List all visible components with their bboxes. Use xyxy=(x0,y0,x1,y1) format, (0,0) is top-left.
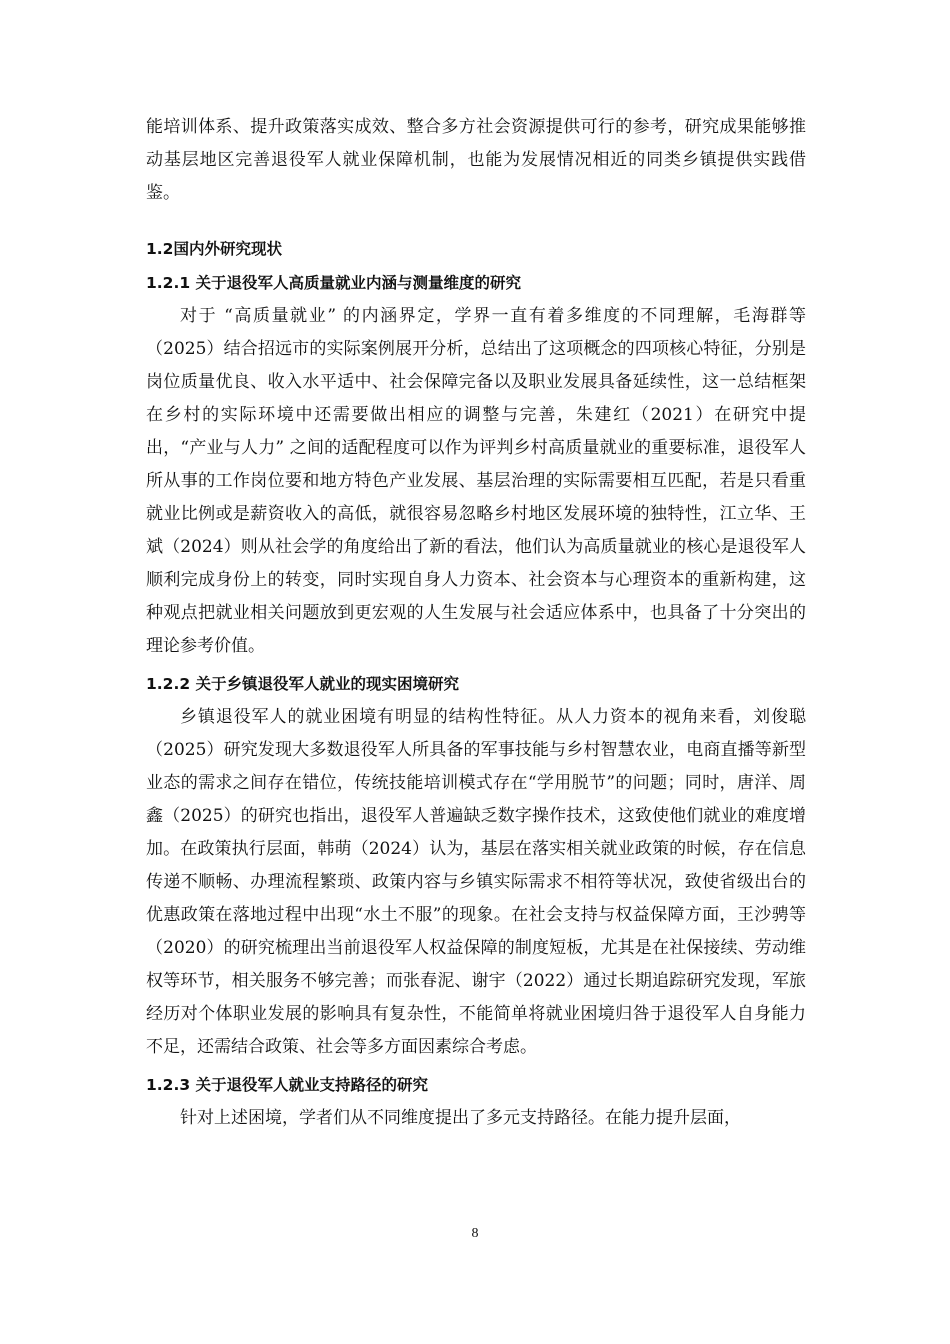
section-heading-1-2: 1.2国内外研究现状 xyxy=(146,240,282,258)
subsection-heading-1-2-2: 1.2.2 关于乡镇退役军人就业的现实困境研究 xyxy=(146,675,460,693)
intro-paragraph: 能培训体系、提升政策落实成效、整合多方社会资源提供可行的参考，研究成果能够推动基层地区完善退役军人就业保障机制，也能为发展情况相近的同类乡镇提供实践借鉴。 xyxy=(146,117,806,203)
page-number: 8 xyxy=(471,1226,479,1241)
paragraph-1-2-1: 对于 “高质量就业” 的内涵界定，学界一直有着多维度的不同理解，毛海群等（2025）结合招远市的实际案例展开分析，总结出了这项概念的四项核心特征，分别是岗位质量优良、收入水平适中、社会保障完备以及职业发展具备延续性，这一总结框架在乡村的实际环境中还需要做出相应的调整与完善，朱建红（2021）在研究中提出，“产业与人力” 之间的适配程度可以作为评判乡村高质量就业的重要标准，退役军人所从事的工作岗位要和地方特色产业发展、基层治理的实际需要相互匹配，若是只看重就业比例或是薪资收入的高低，就很容易忽略乡村地区发展环境的独特性，江立华、王斌（2024）则从社会学的角度给出了新的看法，他们认为高质量就业的核心是退役军人顺利完成身份上的转变，同时实现自身人力资本、社会资本与心理资本的重新构建，这种观点把就业相关问题放到更宏观的人生发展与社会适应体系中，也具备了十分突出的理论参考价值。 xyxy=(146,306,806,656)
subsection-heading-1-2-3: 1.2.3 关于退役军人就业支持路径的研究 xyxy=(146,1076,429,1094)
subsection-heading-1-2-1: 1.2.1 关于退役军人高质量就业内涵与测量维度的研究 xyxy=(146,274,522,292)
page-body xyxy=(146,111,806,1135)
paragraph-1-2-2: 乡镇退役军人的就业困境有明显的结构性特征。从人力资本的视角来看，刘俊聪（2025）研究发现大多数退役军人所具备的军事技能与乡村智慧农业，电商直播等新型业态的需求之间存在错位，传统技能培训模式存在“学用脱节”的问题；同时，唐洋、周鑫（2025）的研究也指出，退役军人普遍缺乏数字操作技术，这致使他们就业的难度增加。在政策执行层面，韩萌（2024）认为，基层在落实相关就业政策的时候，存在信息传递不顺畅、办理流程繁琐、政策内容与乡镇实际需求不相符等状况，致使省级出台的优惠政策在落地过程中出现“水土不服”的现象。在社会支持与权益保障方面，王沙骋等（2020）的研究梳理出当前退役军人权益保障的制度短板，尤其是在社保接续、劳动维权等环节，相关服务不够完善；而张春泥、谢宇（2022）通过长期追踪研究发现，军旅经历对个体职业发展的影响具有复杂性，不能简单将就业困境归咎于退役军人自身能力不足，还需结合政策、社会等多方面因素综合考虑。 xyxy=(146,707,806,1057)
paragraph-1-2-3: 针对上述困境，学者们从不同维度提出了多元支持路径。在能力提升层面， xyxy=(180,1108,741,1128)
